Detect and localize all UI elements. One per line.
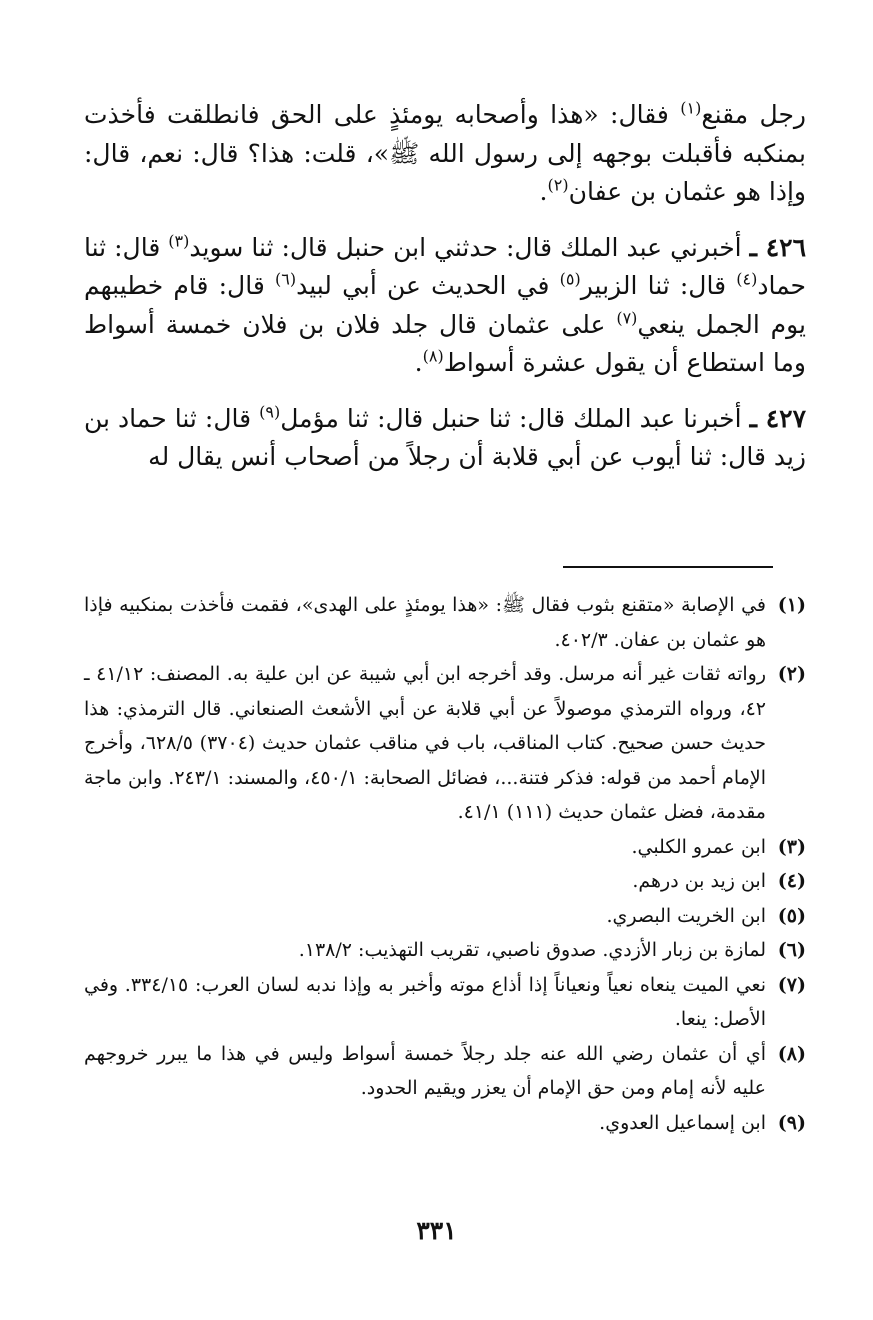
page-number: ٣٣١	[416, 1216, 457, 1245]
text-run: قال: ثنا حماد	[84, 232, 806, 300]
footnote-divider	[563, 566, 773, 568]
footnote-1	[84, 588, 806, 657]
footnote-ref: (٢)	[547, 175, 569, 195]
footnote-number: (٦)	[777, 939, 806, 961]
footnote-text: ابن زيد بن درهم.	[632, 870, 766, 892]
text-run: قال: ثنا حماد بن زيد قال: ثنا أيوب عن أبي قلابة أن رجلاً من أصحاب أنس يقال له	[84, 403, 806, 471]
text-run: قال: قام خطيبهم يوم الجمل ينعي	[84, 271, 806, 339]
text-run: قال: ثنا الزبير	[580, 271, 737, 300]
footnote-text: رواته ثقات غير أنه مرسل. وقد أخرجه ابن أبي شيبة عن ابن علية به. المصنف: ٤١/١٢ ـ ٤٢، ورواه الترمذي موصولاً عن أبي قلابة عن أبي الأشعث الصنعاني. قال الترمذي: هذا حديث حسن صحيح. كتاب المناقب، باب في مناقب عثمان حديث (٣٧٠٤) ٦٢٨/٥، وأخرج الإمام أحمد من قوله: فذكر فتنة...، فضائل الصحابة: ٤٥٠/١، والمسند: ٢٤٣/١. وابن ماجة مقدمة، فضل عثمان حديث (١١١) ٤١/١.	[84, 663, 767, 823]
text-run: أخبرنا عبد الملك قال: ثنا حنبل قال: ثنا مؤمل	[280, 403, 750, 433]
footnote-number: (٢)	[777, 663, 806, 685]
footnote-number: (٤)	[777, 870, 806, 892]
footnote-text: ابن إسماعيل العدوي.	[599, 1111, 766, 1134]
text-run: رجل مقنع	[701, 100, 807, 129]
footnote-number: (٩)	[777, 1111, 806, 1134]
footnote-number: (٥)	[777, 904, 806, 927]
text-run: في الحديث عن أبي لبيد	[296, 271, 560, 300]
footnote-number: (٣)	[777, 835, 806, 858]
footnote-text: ابن عمرو الكلبي.	[631, 835, 766, 858]
footnote-8	[84, 1037, 806, 1106]
hadith-number: ٤٢٦ ـ	[749, 232, 807, 262]
footnote-5	[84, 899, 806, 934]
footnote-text: أي أن عثمان رضي الله عنه جلد رجلاً خمسة أسواط وليس في هذا ما يبرر خروجهم عليه لأنه إمام ومن حق الإمام أن يعزر ويقيم الحدود.	[84, 1042, 766, 1099]
text-run: .	[539, 177, 548, 206]
footnote-ref: (٦)	[274, 269, 297, 289]
footnotes	[84, 588, 806, 1140]
main-text	[84, 96, 806, 477]
footnote-4	[84, 864, 806, 899]
footnote-9	[84, 1106, 806, 1141]
footnote-text: نعي الميت ينعاه نعياً ونعياناً إذا أذاع موته وأخبر به وإذا ندبه لسان العرب: ٣٣٤/١٥. وفي الأصل: ينعا.	[84, 973, 766, 1030]
hadith-426	[84, 229, 806, 383]
footnote-ref: (٤)	[736, 269, 758, 289]
text-run: فقال: «هذا وأصحابه يومئذٍ على الحق فانطلقت فأخذت بمنكبه فأقبلت بوجهه إلى رسول الله ﷺ»، قلت: هذا؟ قال: نعم، قال: وإذا هو عثمان بن عفان	[84, 100, 806, 206]
footnote-7	[84, 968, 806, 1037]
footnote-2	[84, 657, 806, 830]
text-run: .	[414, 348, 423, 377]
footnote-text: في الإصابة «متقنع بثوب فقال ﷺ: «هذا يومئذٍ على الهدى»، فقمت فأخذت بمنكبيه فإذا هو عثمان بن عفان. ٤٠٢/٣.	[84, 594, 766, 651]
footnote-ref: (٥)	[559, 269, 581, 289]
footnote-6	[84, 933, 806, 968]
paragraph-continuation	[84, 96, 806, 212]
footnote-ref: (٧)	[616, 308, 638, 328]
footnote-3	[84, 830, 806, 865]
footnote-number: (٨)	[777, 1042, 806, 1065]
text-run: على عثمان قال جلد فلان بن فلان خمسة أسواط وما استطاع أن يقول عشرة أسواط	[84, 309, 806, 377]
footnote-number: (١)	[777, 594, 806, 616]
hadith-427	[84, 400, 806, 477]
footnote-number: (٧)	[777, 973, 806, 996]
footnote-ref: (٨)	[422, 346, 444, 366]
text-run: أخبرني عبد الملك قال: حدثني ابن حنبل قال: ثنا سويد	[189, 232, 750, 262]
hadith-number: ٤٢٧ ـ	[749, 403, 807, 433]
footnote-ref: (٣)	[168, 231, 190, 251]
footnote-text: ابن الخريت البصري.	[606, 904, 766, 927]
footnote-text: لمازة بن زبار الأزدي. صدوق ناصبي، تقريب التهذيب: ١٣٨/٢.	[298, 939, 766, 961]
footnote-ref: (٩)	[259, 402, 281, 422]
footnote-ref: (١)	[680, 98, 702, 118]
